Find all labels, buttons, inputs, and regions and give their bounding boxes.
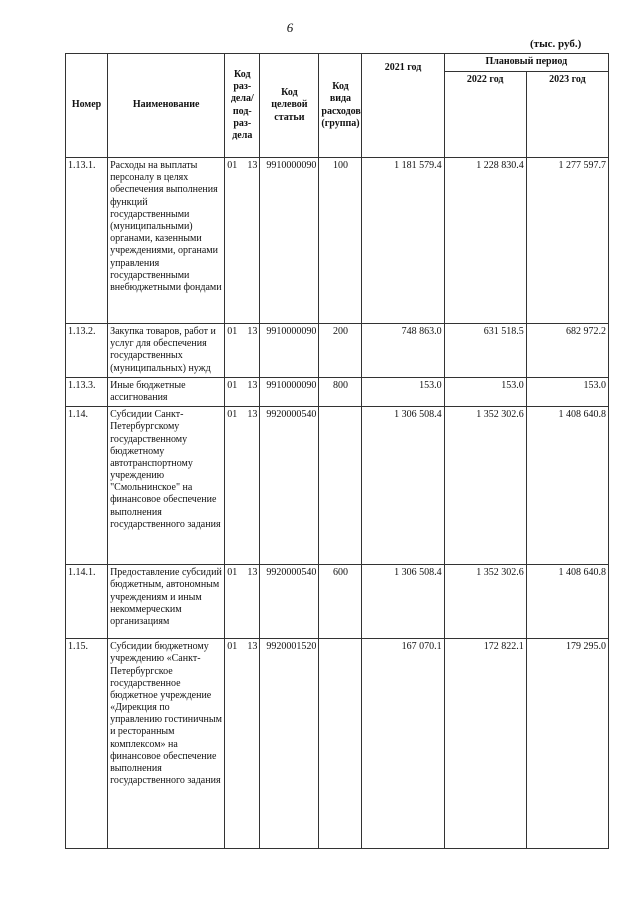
table-row xyxy=(66,565,609,639)
row-name: Предоставление субсидий бюджетным, автономным учреждениям и иным некоммерческим организациям xyxy=(108,565,225,639)
row-2021: 153.0 xyxy=(362,377,444,406)
row-expense: 800 xyxy=(319,377,362,406)
row-target: 9910000090 xyxy=(260,377,319,406)
row-2021: 1 306 508.4 xyxy=(362,565,444,639)
row-name: Иные бюджетные ассигнования xyxy=(108,377,225,406)
header-2022: 2022 год xyxy=(444,72,526,158)
row-expense xyxy=(319,407,362,565)
row-target: 9910000090 xyxy=(260,158,319,324)
row-name: Субсидии Санкт-Петербургскому государственному бюджетному автотранспортному учреждению "Смольнинское" на финансовое обеспечение выполнения государственного задания xyxy=(108,407,225,565)
table-row xyxy=(66,407,609,565)
row-number: 1.14.1. xyxy=(66,565,108,639)
row-number: 1.13.3. xyxy=(66,377,108,406)
table-header xyxy=(66,54,609,158)
row-number: 1.15. xyxy=(66,639,108,849)
row-section: 01 13 xyxy=(225,324,260,378)
row-number: 1.13.1. xyxy=(66,158,108,324)
page-number: 6 xyxy=(286,20,294,35)
row-section: 01 13 xyxy=(225,377,260,406)
row-name: Закупка товаров, работ и услуг для обеспечения государственных (муниципальных) нужд xyxy=(108,324,225,378)
row-name: Расходы на выплаты персоналу в целях обеспечения выполнения функций государственными (муниципальными) органами, казенными учреждениями, органами управления государственными внебюджетными фондами xyxy=(108,158,225,324)
row-2022: 1 352 302.6 xyxy=(444,407,526,565)
row-section: 01 13 xyxy=(225,158,260,324)
row-number: 1.13.2. xyxy=(66,324,108,378)
row-section: 01 13 xyxy=(225,565,260,639)
row-2023: 153.0 xyxy=(526,377,608,406)
units-label: (тыс. руб.) xyxy=(530,38,582,50)
table-row xyxy=(66,377,609,406)
header-expense: Код вида расходов (группа) xyxy=(319,54,362,158)
header-2023: 2023 год xyxy=(526,72,608,158)
table-row xyxy=(66,158,609,324)
row-expense: 600 xyxy=(319,565,362,639)
header-target: Код целевой статьи xyxy=(260,54,319,158)
header-planned-period: Плановый период xyxy=(444,54,608,72)
table-row xyxy=(66,639,609,849)
row-2021: 167 070.1 xyxy=(362,639,444,849)
table-row xyxy=(66,324,609,378)
row-target: 9920000540 xyxy=(260,407,319,565)
budget-table xyxy=(65,53,609,849)
row-expense: 200 xyxy=(319,324,362,378)
row-2023: 1 277 597.7 xyxy=(526,158,608,324)
row-target: 9920000540 xyxy=(260,565,319,639)
row-expense: 100 xyxy=(319,158,362,324)
row-target: 9920001520 xyxy=(260,639,319,849)
row-section: 01 13 xyxy=(225,639,260,849)
row-2022: 631 518.5 xyxy=(444,324,526,378)
row-2023: 1 408 640.8 xyxy=(526,565,608,639)
header-2021: 2021 год xyxy=(362,54,444,158)
row-2023: 682 972.2 xyxy=(526,324,608,378)
row-2021: 748 863.0 xyxy=(362,324,444,378)
row-section: 01 13 xyxy=(225,407,260,565)
row-2021: 1 306 508.4 xyxy=(362,407,444,565)
header-section: Код раз- дела/ под- раз- дела xyxy=(225,54,260,158)
row-2022: 1 352 302.6 xyxy=(444,565,526,639)
row-expense xyxy=(319,639,362,849)
row-number: 1.14. xyxy=(66,407,108,565)
row-name: Субсидии бюджетному учреждению «Санкт-Петербургское государственное бюджетное учреждение «Дирекция по управлению гостиничным и ресторанным комплексом» на финансовое обеспечение выполнения государственного задания xyxy=(108,639,225,849)
row-2023: 179 295.0 xyxy=(526,639,608,849)
row-2022: 172 822.1 xyxy=(444,639,526,849)
row-2021: 1 181 579.4 xyxy=(362,158,444,324)
row-2022: 1 228 830.4 xyxy=(444,158,526,324)
row-target: 9910000090 xyxy=(260,324,319,378)
row-2022: 153.0 xyxy=(444,377,526,406)
header-number: Номер xyxy=(66,54,108,158)
row-2023: 1 408 640.8 xyxy=(526,407,608,565)
header-name: Наименование xyxy=(108,54,225,158)
